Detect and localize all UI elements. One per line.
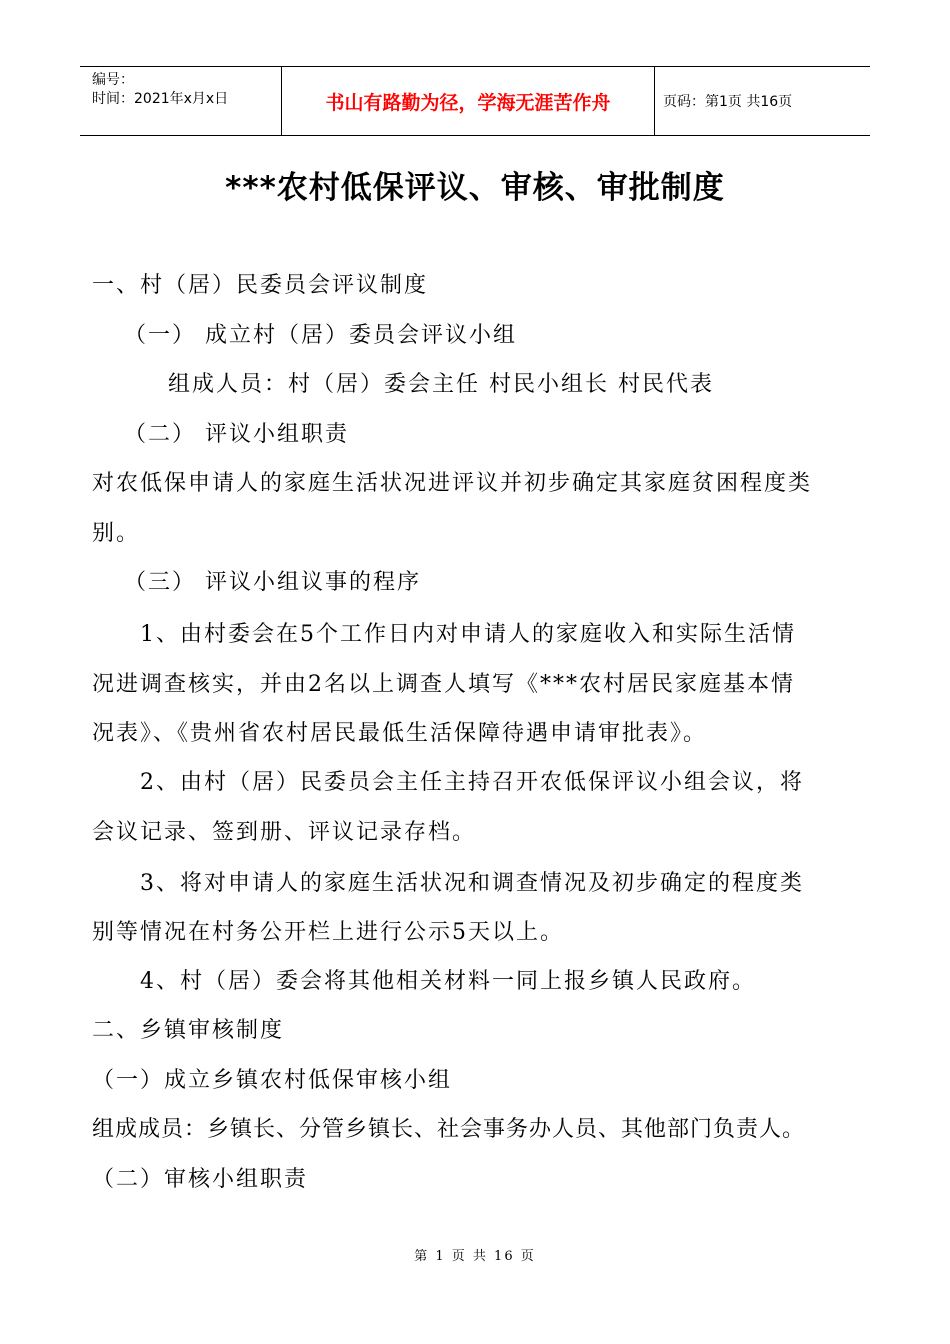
paragraph-line: 况表》、《贵州省农村居民最低生活保障待遇申请审批表》。 — [92, 721, 708, 746]
document-date: 时间：2021年x月x日 — [92, 91, 229, 107]
header-page-info: 页码：第1页 共16页 — [663, 94, 793, 110]
section-heading: 二、乡镇审核制度 — [92, 1018, 285, 1043]
subsection-heading: （三） 评议小组议事的程序 — [124, 570, 421, 595]
paragraph-line: 4、村（居）委会将其他相关材料一同上报乡镇人民政府。 — [140, 969, 756, 994]
page-header — [80, 66, 870, 136]
paragraph-line: 组成成员：乡镇长、分管乡镇长、社会事务办人员、其他部门负责人。 — [92, 1117, 806, 1142]
subsection-heading: （二）审核小组职责 — [92, 1167, 309, 1192]
document-title: ***农村低保评议、审核、审批制度 — [225, 170, 725, 206]
paragraph-line: 别。 — [92, 521, 141, 546]
paragraph-line: 3、将对申请人的家庭生活状况和调查情况及初步确定的程度类 — [140, 871, 804, 896]
paragraph-line: 会议记录、签到册、评议记录存档。 — [92, 820, 477, 845]
header-motto: 书山有路勤为径，学海无涯苦作舟 — [282, 67, 655, 135]
paragraph-line: 2、由村（居）民委员会主任主持召开农低保评议小组会议，将 — [140, 770, 804, 795]
subsection-heading: （一） 成立村（居）委员会评议小组 — [124, 323, 517, 348]
paragraph-line: 别等情况在村务公开栏上进行公示5天以上。 — [92, 920, 564, 945]
paragraph-line: 对农低保申请人的家庭生活状况进评议并初步确定其家庭贫困程度类 — [92, 471, 813, 496]
subsection-heading: （二） 评议小组职责 — [124, 422, 349, 447]
document-code: 编号： — [92, 72, 134, 88]
subsection-heading: （一）成立乡镇农村低保审核小组 — [92, 1068, 453, 1093]
paragraph-line: 况进调查核实，并由2名以上调查人填写《***农村居民家庭基本情 — [92, 672, 795, 697]
section-heading: 一、村（居）民委员会评议制度 — [92, 273, 429, 298]
header-meta — [80, 67, 282, 135]
page-footer: 第 1 页 共 16 页 — [414, 1249, 536, 1264]
paragraph-line: 组成人员：村（居）委会主任 村民小组长 村民代表 — [168, 372, 714, 397]
paragraph-line: 1、由村委会在5个工作日内对申请人的家庭收入和实际生活情 — [140, 622, 796, 647]
